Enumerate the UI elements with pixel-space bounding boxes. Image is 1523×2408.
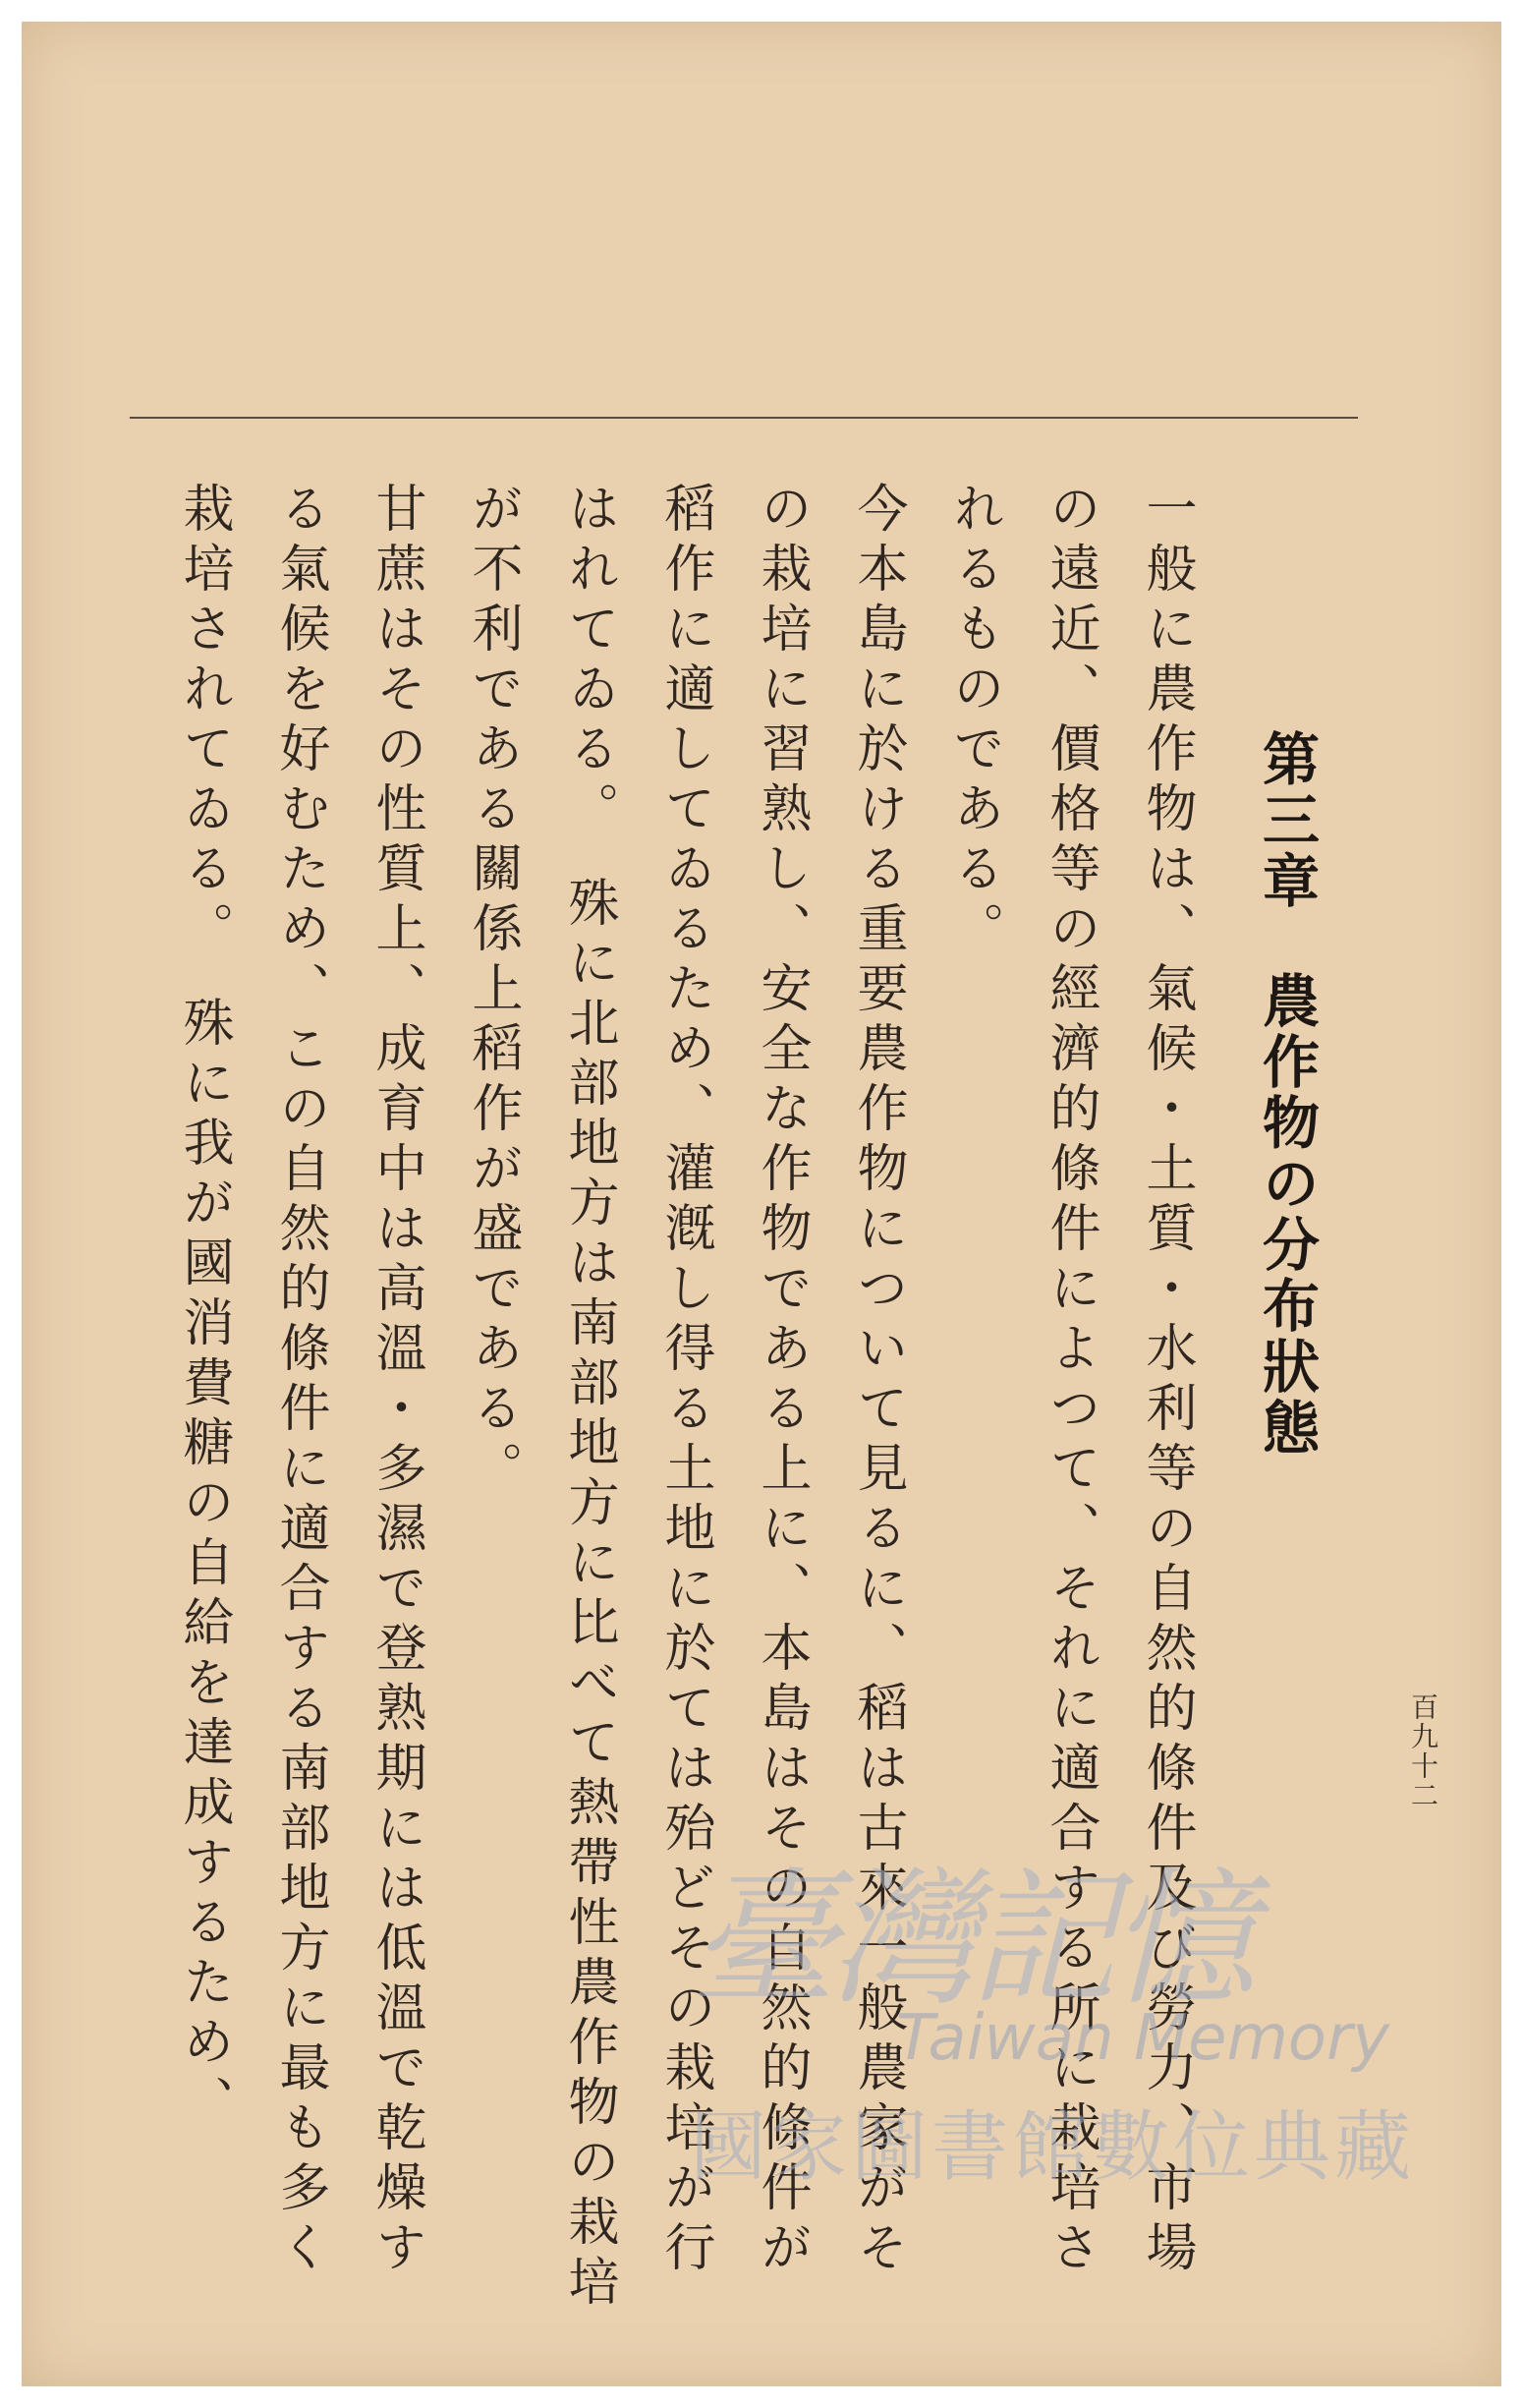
watermark-library: 國家圖書館數位典藏: [690, 2103, 1416, 2192]
watermark-english: Taiwan Memory: [896, 2002, 1390, 2075]
chapter-heading: [1253, 729, 1320, 1459]
paragraph-3: 甘蔗はその性質上、成育中は高溫・多濕で登熟期には低溫で乾燥する氣候を好むため、この自然的條件に適合する南部地方に最も多く栽培されてゐる。 殊に我が國消費糖の自給を達成するため、: [174, 482, 425, 2280]
paragraph-1: 一般に農作物は、氣候・土質・水利等の自然的條件及び勞力、市場の遠近、價格等の經濟的條件によつて、それに適合する所に栽培されるものである。: [944, 482, 1196, 2280]
body-text: [155, 482, 1214, 2329]
chapter-number: 第三章: [1253, 729, 1320, 912]
chapter-title: 農作物の分布狀態: [1253, 971, 1320, 1459]
page-number: 百九十二: [1407, 1692, 1439, 1810]
header-rule: [130, 417, 1358, 419]
paragraph-2: 今本島に於ける重要農作物について見るに、稻は古來一般農家がその栽培に習熟し、安全な作物である上に、本島はその自然的條件が稻作に適してゐるため、灌漑し得る土地に於ては殆どその栽培が行はれてゐる。 殊に北部地方は南部地方に比べて熱帶性農作物の栽培が不利である關係上稻作が盛である。: [463, 482, 907, 2315]
watermark-calligraphy: 臺灣記憶: [690, 1855, 1249, 2026]
book-page: [22, 22, 1501, 2386]
